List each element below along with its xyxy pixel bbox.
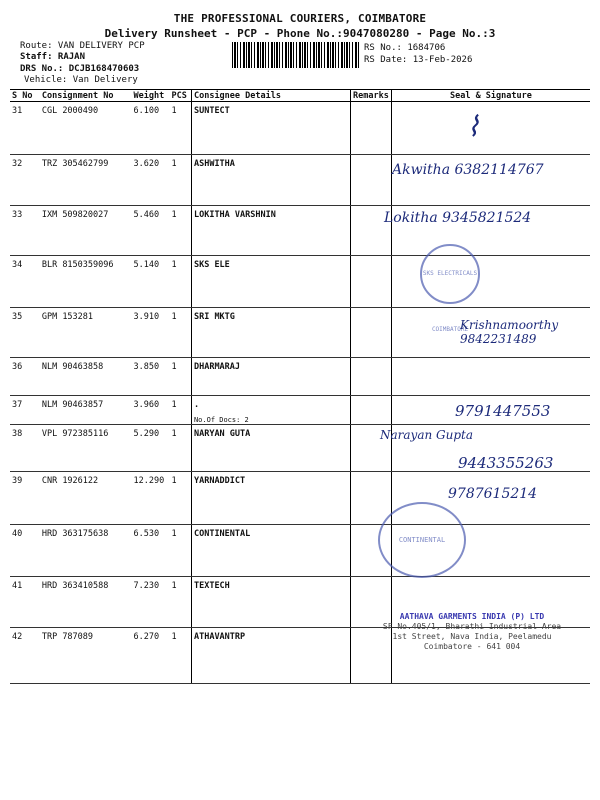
row-consignee-text: DHARMARAJ xyxy=(193,362,241,372)
row-pcs xyxy=(170,628,192,684)
barcode xyxy=(232,42,360,68)
row-sno-text: 39 xyxy=(12,476,23,486)
row-weight-text: 3.960 xyxy=(133,400,160,410)
row-weight-text: 6.270 xyxy=(133,632,160,642)
row-weight xyxy=(132,628,170,684)
row-sno xyxy=(10,628,40,684)
row-pcs-text: 1 xyxy=(171,362,177,372)
row-weight-text: 12.290 xyxy=(133,476,165,486)
row-pcs xyxy=(170,206,192,256)
row-weight-text: 5.460 xyxy=(133,210,160,220)
row-consignment xyxy=(40,396,132,425)
row-remarks xyxy=(351,256,392,308)
row-sno xyxy=(10,396,40,425)
row-pcs-text: 1 xyxy=(171,581,177,591)
seal-aathava-line2: SF No.405/1, Bharathi Industrial Area xyxy=(382,622,562,631)
row-pcs-text: 1 xyxy=(171,529,177,539)
row-pcs xyxy=(170,358,192,396)
col-pcs: PCS xyxy=(170,90,192,102)
row-consignment xyxy=(40,206,132,256)
row-pcs-text: 1 xyxy=(171,429,177,439)
seal-continental: CONTINENTAL xyxy=(378,502,466,578)
row-consignee-text: TEXTECH xyxy=(193,581,230,591)
row-weight xyxy=(132,425,170,472)
row-sno-text: 36 xyxy=(12,362,23,372)
row-pcs-text: 1 xyxy=(171,312,177,322)
table-row xyxy=(10,102,590,155)
handwriting-37: 9791447553 xyxy=(455,402,551,420)
vehicle-label: Vehicle: Van Delivery xyxy=(24,75,138,85)
row-consignment-text: NLM 90463858 xyxy=(41,362,104,372)
row-weight-text: 3.910 xyxy=(133,312,160,322)
rs-date: RS Date: 13-Feb-2026 xyxy=(364,55,473,65)
row-sno-text: 32 xyxy=(12,159,23,169)
row-weight-text: 5.290 xyxy=(133,429,160,439)
row-weight-text: 7.230 xyxy=(133,581,160,591)
row-consignment-text: CNR 1926122 xyxy=(41,476,99,486)
row-consignee xyxy=(191,155,350,206)
row-sno xyxy=(10,525,40,577)
row-consignment xyxy=(40,577,132,628)
row-consignment-text: HRD 363175638 xyxy=(41,529,109,539)
row-consignee xyxy=(191,628,350,684)
row-consignee xyxy=(191,425,350,472)
row-pcs xyxy=(170,155,192,206)
runsheet-table xyxy=(10,89,590,684)
row-consignment-text: NLM 90463857 xyxy=(41,400,104,410)
row-pcs xyxy=(170,396,192,425)
seal-aathava-line4: Coimbatore - 641 004 xyxy=(423,642,521,651)
table-row xyxy=(10,358,590,396)
drs-label: DRS No.: DCJB168470603 xyxy=(20,64,140,74)
row-weight xyxy=(132,102,170,155)
row-consignment xyxy=(40,525,132,577)
row-sno-text: 33 xyxy=(12,210,23,220)
col-consignee: Consignee Details xyxy=(191,90,350,102)
row-consignee-text: SUNTECT xyxy=(193,106,230,116)
handwriting-38: Narayan Gupta xyxy=(380,428,473,442)
col-remarks: Remarks xyxy=(351,90,392,102)
row-weight xyxy=(132,472,170,525)
row-consignee xyxy=(191,577,350,628)
row-pcs xyxy=(170,256,192,308)
row-consignment xyxy=(40,628,132,684)
row-sno-text: 37 xyxy=(12,400,23,410)
row-consignment xyxy=(40,308,132,358)
col-consignment: Consignment No xyxy=(40,90,132,102)
row-consignment-text: HRD 363410588 xyxy=(41,581,109,591)
row-pcs-text: 1 xyxy=(171,210,177,220)
row-consignment-text: CGL 2000490 xyxy=(41,106,99,116)
handwriting-38b: 9443355263 xyxy=(458,454,554,472)
row-weight xyxy=(132,155,170,206)
row-consignee xyxy=(191,472,350,525)
handwriting-33: Lokitha 9345821524 xyxy=(384,210,532,226)
row-remarks xyxy=(351,308,392,358)
row-sno-text: 38 xyxy=(12,429,23,439)
row-consignment xyxy=(40,102,132,155)
row-weight xyxy=(132,396,170,425)
signature-31: ⌇ xyxy=(466,110,480,143)
row-remarks xyxy=(351,358,392,396)
table-row xyxy=(10,525,590,577)
row-weight-text: 6.100 xyxy=(133,106,160,116)
row-pcs-text: 1 xyxy=(171,260,177,270)
row-consignee-text: CONTINENTAL xyxy=(193,529,251,539)
seal-aathava-line3: 1st Street, Nava India, Peelamedu xyxy=(392,632,552,641)
row-pcs-text: 1 xyxy=(171,400,177,410)
row-consignee xyxy=(191,308,350,358)
row-consignee-text: ATHAVANTRP xyxy=(193,632,246,642)
row-sno-text: 40 xyxy=(12,529,23,539)
handwriting-32: Akwitha 6382114767 xyxy=(392,162,544,178)
col-signature: Seal & Signature xyxy=(391,90,590,102)
row-weight-text: 3.620 xyxy=(133,159,160,169)
row-consignee-text: SRI MKTG xyxy=(193,312,235,322)
row-sno xyxy=(10,206,40,256)
row-weight xyxy=(132,525,170,577)
row-pcs xyxy=(170,525,192,577)
row-pcs xyxy=(170,472,192,525)
row-pcs-text: 1 xyxy=(171,476,177,486)
row-sno xyxy=(10,425,40,472)
row-weight-text: 6.530 xyxy=(133,529,160,539)
row-pcs xyxy=(170,308,192,358)
row-consignment xyxy=(40,155,132,206)
row-pcs-text: 1 xyxy=(171,106,177,116)
seal-aathava xyxy=(372,612,572,652)
col-weight: Weight xyxy=(132,90,170,102)
row-consignee xyxy=(191,396,350,425)
row-consignment xyxy=(40,472,132,525)
row-weight xyxy=(132,206,170,256)
row-pcs-text: 1 xyxy=(171,159,177,169)
row-remarks xyxy=(351,396,392,425)
seal-sks: SKS ELECTRICALS COIMBATORE xyxy=(420,244,480,304)
route-label: Route: VAN DELIVERY PCP xyxy=(20,41,145,51)
row-remarks xyxy=(351,472,392,525)
row-weight xyxy=(132,577,170,628)
row-consignee xyxy=(191,102,350,155)
handwriting-39: 9787615214 xyxy=(448,486,538,502)
row-consignee xyxy=(191,256,350,308)
row-sno xyxy=(10,472,40,525)
col-sno: S No xyxy=(10,90,40,102)
row-sno xyxy=(10,155,40,206)
handwriting-35: Krishnamoorthy 9842231489 xyxy=(460,318,559,346)
row-sno xyxy=(10,102,40,155)
doc-count: No.Of Docs: 2 xyxy=(193,416,249,424)
row-sno-text: 31 xyxy=(12,106,23,116)
row-consignee-text: YARNADDICT xyxy=(193,476,246,486)
row-consignee-text: SKS ELE xyxy=(193,260,230,270)
row-remarks xyxy=(351,155,392,206)
row-consignee-text: . xyxy=(193,400,200,410)
row-signature xyxy=(391,102,590,155)
staff-label: Staff: RAJAN xyxy=(20,52,86,62)
seal-aathava-line1: AATHAVA GARMENTS INDIA (P) LTD xyxy=(399,612,545,621)
row-pcs xyxy=(170,577,192,628)
row-sno-text: 41 xyxy=(12,581,23,591)
row-pcs xyxy=(170,102,192,155)
row-weight xyxy=(132,308,170,358)
row-consignee-text: ASHWITHA xyxy=(193,159,235,169)
row-sno-text: 35 xyxy=(12,312,23,322)
row-consignee-text: NARYAN GUTA xyxy=(193,429,251,439)
row-sno-text: 34 xyxy=(12,260,23,270)
row-consignee-text: LOKITHA VARSHNIN xyxy=(193,210,276,220)
document-title: THE PROFESSIONAL COURIERS, COIMBATORE xyxy=(173,12,427,25)
row-pcs xyxy=(170,425,192,472)
row-consignment-text: BLR 8150359096 xyxy=(41,260,114,270)
row-signature xyxy=(391,358,590,396)
row-sno-text: 42 xyxy=(12,632,23,642)
row-weight xyxy=(132,256,170,308)
row-consignment-text: VPL 972385116 xyxy=(41,429,109,439)
row-consignment xyxy=(40,358,132,396)
row-remarks xyxy=(351,102,392,155)
rs-number: RS No.: 1684706 xyxy=(364,43,446,53)
row-sno xyxy=(10,358,40,396)
row-pcs-text: 1 xyxy=(171,632,177,642)
row-consignee xyxy=(191,206,350,256)
row-consignment xyxy=(40,425,132,472)
row-sno xyxy=(10,308,40,358)
row-sno xyxy=(10,577,40,628)
row-weight-text: 5.140 xyxy=(133,260,160,270)
row-consignment-text: TRP 787089 xyxy=(41,632,94,642)
row-consignee xyxy=(191,525,350,577)
row-consignment-text: GPM 153281 xyxy=(41,312,94,322)
table-row xyxy=(10,256,590,308)
row-weight xyxy=(132,358,170,396)
document-subtitle: Delivery Runsheet - PCP - Phone No.:9047080280 - Page No.:3 xyxy=(104,27,496,40)
row-consignment xyxy=(40,256,132,308)
row-weight-text: 3.850 xyxy=(133,362,160,372)
row-consignee xyxy=(191,358,350,396)
table-header-row xyxy=(10,90,590,102)
row-sno xyxy=(10,256,40,308)
row-consignment-text: TRZ 305462799 xyxy=(41,159,109,169)
row-consignment-text: IXM 509820027 xyxy=(41,210,109,220)
